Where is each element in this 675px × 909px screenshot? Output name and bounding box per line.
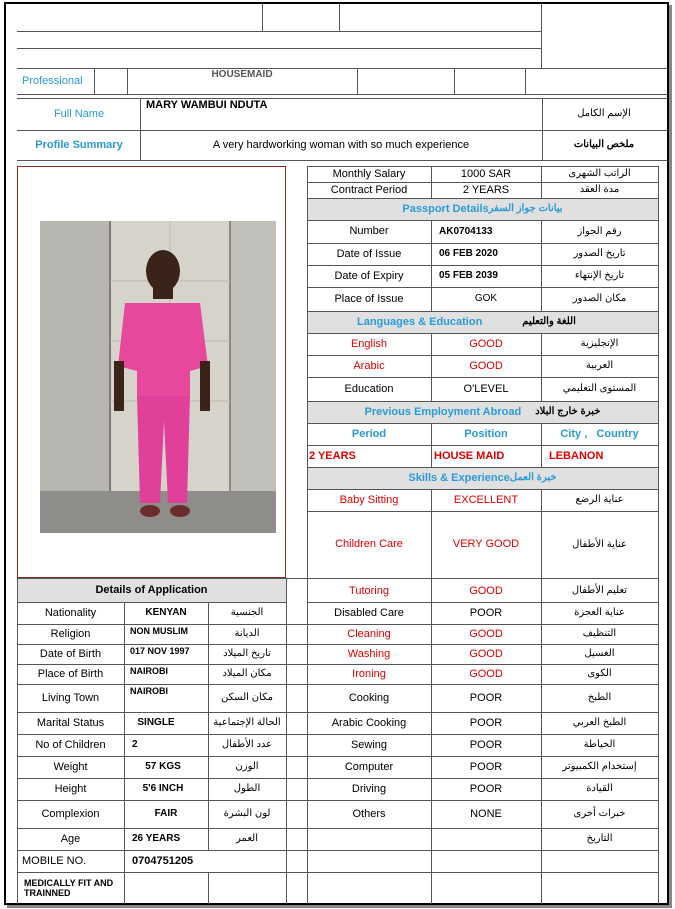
skill-label: Children Care	[335, 538, 403, 551]
employment-title: Previous Employment Abroad	[364, 405, 522, 418]
skill-label: Arabic Cooking	[331, 716, 407, 729]
passport-header	[307, 198, 658, 220]
application-label: Date of Birth	[39, 647, 102, 660]
passport-row-ar: تاريخ الصدور	[573, 248, 626, 260]
application-ar: عدد الأطفال	[221, 739, 273, 751]
skill-ar: عناية الأطفال	[572, 538, 627, 550]
application-ar: الطول	[233, 783, 261, 795]
skill-value: POOR	[469, 691, 503, 704]
passport-row-ar: مكان الصدور	[572, 293, 627, 305]
application-value: 26 YEARS	[132, 833, 181, 845]
application-value: 57 KGS	[145, 761, 181, 773]
full-name-value: MARY WAMBUI NDUTA	[146, 98, 268, 111]
profile-summary-value: A very hardworking woman with so much experience	[212, 138, 470, 151]
skill-label: Computer	[344, 760, 394, 773]
language-value: GOOD	[469, 337, 503, 350]
skill-ar: تعليم الأطفال	[571, 585, 628, 597]
skills-title-ar: خبرة العمل	[509, 472, 557, 484]
application-value: FAIR	[154, 808, 178, 820]
employment-col-position: Position	[464, 427, 508, 440]
application-ar: الجنسية	[230, 607, 264, 619]
skill-value: GOOD	[469, 584, 503, 597]
application-value: 2	[132, 739, 138, 751]
passport-row-value: AK0704133	[439, 225, 493, 237]
employment-header	[307, 401, 658, 423]
language-label: English	[350, 337, 388, 350]
application-value: NAIROBI	[130, 665, 168, 676]
salary-label: Monthly Salary	[332, 167, 406, 180]
application-ar: لون البشرة	[223, 808, 271, 820]
application-label: Marital Status	[36, 716, 105, 729]
application-label: Complexion	[41, 807, 100, 820]
skill-label: Cooking	[348, 691, 390, 704]
skill-value: POOR	[469, 738, 503, 751]
skill-ar: عناية الرضع	[575, 494, 624, 506]
professional-label: Professional	[22, 74, 83, 87]
medical-label: MEDICALLY FIT AND TRAINNED	[24, 877, 114, 898]
skill-ar: عناية العجزة	[574, 607, 625, 619]
passport-row-ar: تاريخ الإنتهاء	[574, 270, 625, 282]
passport-row-value: 05 FEB 2039	[439, 270, 498, 282]
skills-title: Skills & Experience	[408, 471, 510, 484]
full-name-label: Full Name	[53, 107, 105, 120]
period-value: 2 YEARS	[462, 183, 510, 196]
application-header: Details of Application	[17, 579, 286, 602]
application-label: Weight	[53, 760, 88, 773]
skill-ar: خبرات أخرى	[573, 808, 626, 820]
skill-ar: الغسيل	[584, 648, 615, 660]
mobile-value: 0704751205	[132, 854, 194, 867]
skill-value: POOR	[469, 760, 503, 773]
skill-ar: إستخدام الكمبيوتر	[562, 761, 637, 773]
skill-label: Tutoring	[349, 584, 389, 597]
profile-summary-ar: ملخص البيانات	[573, 139, 635, 151]
skill-label: Cleaning	[347, 627, 391, 640]
application-ar: الوزن	[235, 761, 259, 773]
employment-title-ar: خبرة خارج البلاد	[535, 406, 601, 418]
skill-label: Ironing	[352, 667, 386, 680]
skill-value: NONE	[470, 807, 502, 820]
skill-label: Washing	[347, 647, 391, 660]
passport-row-label: Number	[349, 225, 389, 238]
application-ar: مكان الميلاد	[222, 668, 272, 680]
skill-value: VERY GOOD	[452, 538, 520, 551]
employment-col-location: City , Country	[560, 427, 639, 440]
application-ar: الديانة	[234, 628, 260, 640]
application-ar: تاريخ الميلاد	[223, 648, 271, 660]
skill-ar: الكوى	[587, 668, 612, 680]
education-value: O'LEVEL	[463, 382, 509, 395]
employment-col-period: Period	[351, 427, 387, 440]
skill-value: GOOD	[469, 667, 503, 680]
passport-row-label: Date of Expiry	[334, 269, 404, 282]
application-value: SINGLE	[137, 717, 175, 729]
skill-value: EXCELLENT	[453, 493, 519, 506]
application-label: Living Town	[41, 691, 100, 704]
application-value: NON MUSLIM	[130, 625, 188, 636]
application-value: 5'6 INCH	[142, 783, 184, 795]
language-label: Arabic	[353, 359, 385, 372]
skill-value: POOR	[469, 606, 503, 619]
education-label: Education	[344, 382, 394, 395]
passport-row-value: 06 FEB 2020	[439, 248, 498, 260]
skill-label: Baby Sitting	[339, 493, 399, 506]
salary-value: 1000 SAR	[460, 167, 512, 180]
languages-header	[307, 311, 658, 333]
skill-ar: الطبخ العربي	[572, 717, 627, 729]
application-label: Nationality	[44, 606, 97, 619]
skill-ar: التنظيف	[582, 628, 617, 640]
passport-title: Passport Details	[402, 202, 489, 215]
period-label: Contract Period	[330, 183, 408, 196]
language-value: GOOD	[469, 359, 503, 372]
skill-value: POOR	[469, 716, 503, 729]
language-ar: الإنجليزية	[580, 338, 619, 350]
application-ar: الحالة الإجتماعية	[213, 717, 281, 729]
skill-value: GOOD	[469, 627, 503, 640]
employment-period: 2 YEARS	[309, 449, 356, 462]
application-label: Age	[60, 832, 81, 845]
application-value: NAIROBI	[130, 685, 168, 696]
passport-row-label: Date of Issue	[336, 247, 402, 260]
skill-label: Driving	[351, 782, 387, 795]
profile-summary-label: Profile Summary	[35, 138, 123, 151]
employment-location: LEBANON	[549, 449, 604, 462]
passport-row-label: Place of Issue	[334, 292, 404, 305]
passport-row-ar: رقم الجواز	[577, 225, 622, 237]
period-ar: مدة العقد	[579, 184, 620, 196]
education-ar: المستوى التعليمي	[562, 383, 637, 395]
candidate-photo	[40, 221, 276, 533]
position-value: HOUSEMAID	[211, 69, 273, 81]
passport-row-value: GOK	[474, 293, 498, 305]
skill-value: POOR	[469, 782, 503, 795]
mobile-label: MOBILE NO.	[22, 854, 87, 867]
skill-ar: الخياطة	[583, 739, 616, 751]
application-label: Religion	[50, 627, 91, 640]
passport-title-ar: بيانات جواز السفر	[488, 203, 563, 215]
skill-label: Disabled Care	[334, 606, 404, 619]
salary-ar: الراتب الشهرى	[568, 168, 631, 180]
skill-label: Sewing	[350, 738, 388, 751]
skill-ar: الطبخ	[587, 692, 612, 704]
skill-ar: القيادة	[586, 783, 613, 795]
application-value: 017 NOV 1997	[130, 645, 190, 656]
skill-value: GOOD	[469, 647, 503, 660]
languages-title: Languages & Education	[357, 315, 483, 328]
skills-header	[307, 467, 658, 489]
employment-position: HOUSE MAID	[434, 449, 505, 462]
application-label: Place of Birth	[37, 667, 104, 680]
full-name-ar: الإسم الكامل	[577, 108, 631, 120]
languages-title-ar: اللغة والتعليم	[522, 316, 576, 328]
skill-ar: التاريخ	[586, 833, 613, 845]
application-ar: مكان السكن	[221, 692, 273, 704]
application-label: Height	[54, 782, 87, 795]
application-value: KENYAN	[145, 607, 187, 619]
language-ar: العربية	[585, 360, 614, 372]
application-ar: العمر	[236, 833, 258, 845]
skill-label: Others	[352, 807, 386, 820]
application-label: No of Children	[35, 738, 106, 751]
